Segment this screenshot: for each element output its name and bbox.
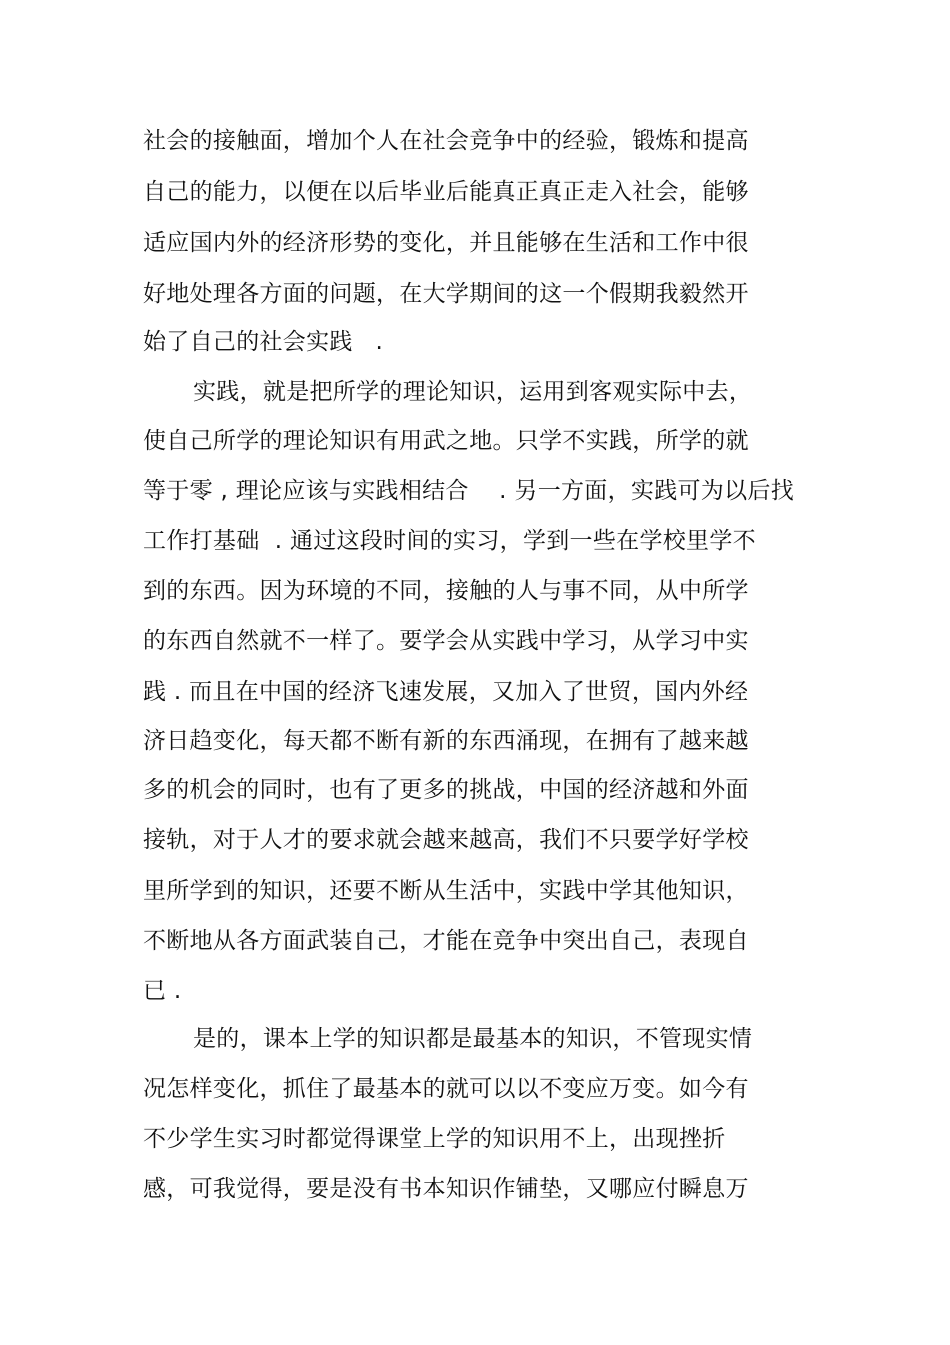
text-line: 况怎样变化，抓住了最基本的就可以以不变应万变。如今有	[143, 1076, 749, 1102]
text-line: 的东西自然就不一样了。要学会从实践中学习，从学习中实	[143, 628, 749, 654]
text-line: 工作打基础 . 通过这段时间的实习，学到一些在学校里学不	[143, 528, 756, 554]
text-line: 已 .	[143, 978, 182, 1004]
text-line: 使自己所学的理论知识有用武之地。只学不实践，所学的就	[143, 428, 749, 454]
text-line: 始了自己的社会实践 .	[143, 329, 384, 355]
text-line: 不断地从各方面武装自己，才能在竞争中突出自己，表现自	[143, 928, 749, 954]
text-line: 好地处理各方面的问题，在大学期间的这一个假期我毅然开	[143, 281, 749, 307]
paragraph-first-line: 实践，就是把所学的理论知识，运用到客观实际中去，	[193, 379, 753, 405]
text-line: 济日趋变化，每天都不断有新的东西涌现，在拥有了越来越	[143, 728, 749, 754]
text-line: 等于零 , 理论应该与实践相结合 . 另一方面，实践可为以后找	[143, 478, 794, 504]
paragraph-first-line: 是的，课本上学的知识都是最基本的知识，不管现实情	[193, 1026, 753, 1052]
text-line: 践 . 而且在中国的经济飞速发展，又加入了世贸，国内外经	[143, 679, 749, 705]
text-line: 适应国内外的经济形势的变化，并且能够在生活和工作中很	[143, 230, 749, 256]
text-line: 社会的接触面，增加个人在社会竞争中的经验，锻炼和提高	[143, 128, 749, 154]
text-line: 不少学生实习时都觉得课堂上学的知识用不上，出现挫折	[143, 1126, 726, 1152]
text-line: 多的机会的同时，也有了更多的挑战，中国的经济越和外面	[143, 777, 749, 803]
text-line: 自己的能力，以便在以后毕业后能真正真正走入社会，能够	[143, 179, 749, 205]
text-line: 接轨，对于人才的要求就会越来越高，我们不只要学好学校	[143, 827, 749, 853]
text-line: 里所学到的知识，还要不断从生活中，实践中学其他知识，	[143, 878, 749, 904]
text-line: 感，可我觉得，要是没有书本知识作铺垫，又哪应付瞬息万	[143, 1176, 749, 1202]
text-line: 到的东西。因为环境的不同，接触的人与事不同，从中所学	[143, 578, 749, 604]
